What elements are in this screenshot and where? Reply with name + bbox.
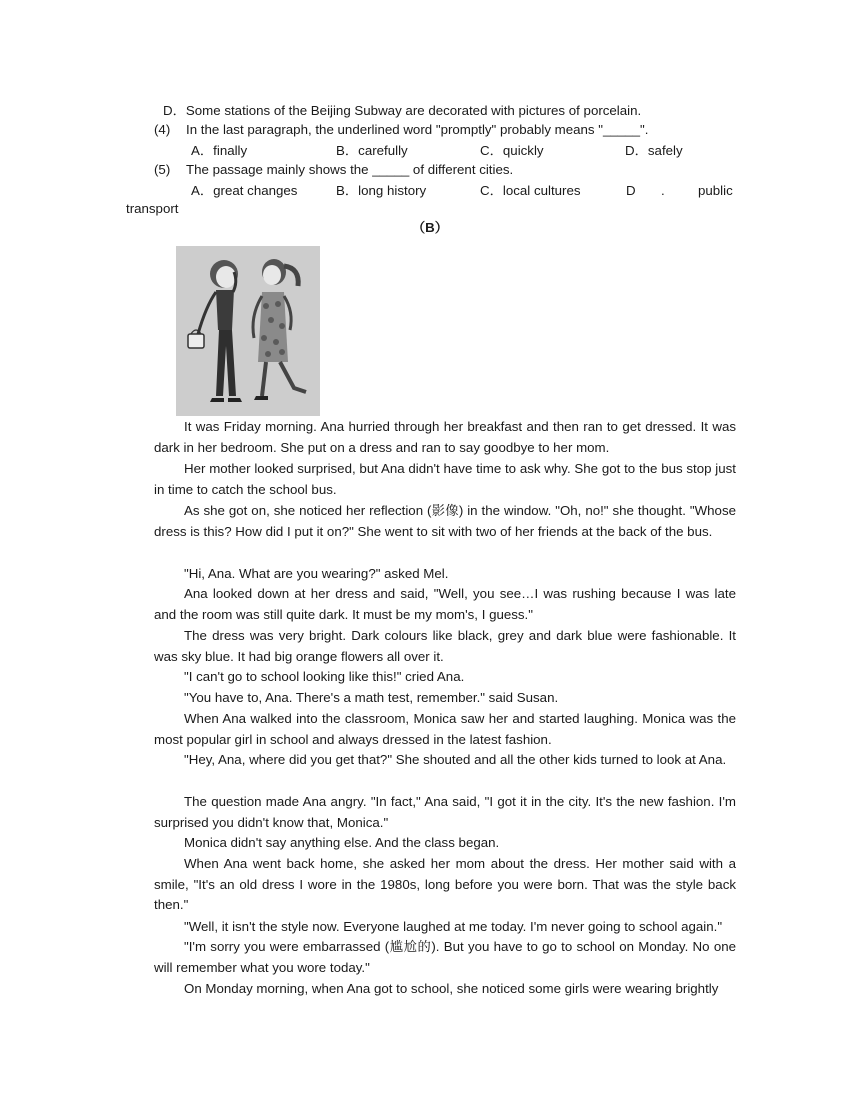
q5-option-a: A．great changes [191, 183, 298, 198]
q4-number: (4) [154, 122, 171, 137]
passage-paragraph-11: The question made Ana angry. "In fact," Ana said, "I got it in the city. It's the new fashion. I'm surprised you didn't know that, Monica." [154, 794, 736, 830]
passage-paragraph-14: "Well, it isn't the style now. Everyone laughed at me today. I'm never going to school again." [184, 919, 723, 934]
q5-option-c: C．local cultures [480, 183, 581, 198]
passage-paragraph-13: When Ana went back home, she asked her mom about the dress. Her mother said with a smile, "It's an old dress I wore in the 1980s, long before you were born. That was the style back then." [154, 856, 736, 913]
q4-option-c: C．quickly [480, 143, 544, 158]
q4-stem: In the last paragraph, the underlined word "promptly" probably means "_____". [186, 122, 649, 137]
illustration-drawing [176, 246, 320, 416]
passage-paragraph-5: Ana looked down at her dress and said, "Well, you see…I was rushing because I was late and the room was still quite dark. It must be my mom's, I guess." [154, 586, 736, 622]
passage-paragraph-15: "I'm sorry you were embarrassed (尴尬的). But you have to go to school on Monday. No one will remember what you wore today." [154, 939, 736, 975]
q5-option-d-text: public [698, 183, 733, 198]
q5-option-b: B．long history [336, 183, 427, 198]
q3-option-d: D．Some stations of the Beijing Subway are decorated with pictures of porcelain. [163, 103, 642, 118]
passage-paragraph-12: Monica didn't say anything else. And the class began. [184, 835, 500, 850]
q5-option-d-wrap: transport [126, 201, 179, 216]
q5-number: (5) [154, 162, 171, 177]
passage-paragraph-10: "Hey, Ana, where did you get that?" She shouted and all the other kids turned to look at Ana. [184, 752, 727, 767]
passage-paragraph-6: The dress was very bright. Dark colours like black, grey and dark blue were fashionable. It was sky blue. It had big orange flowers all over it. [154, 628, 736, 664]
passage-paragraph-9: When Ana walked into the classroom, Monica saw her and started laughing. Monica was the most popular girl in school and always dressed in the latest fashion. [154, 711, 736, 747]
passage-paragraph-1: It was Friday morning. Ana hurried through her breakfast and then ran to get dressed. It was dark in her bedroom. She put on a dress and ran to say goodbye to her mom. [154, 419, 736, 455]
q5-option-d-letter: D [626, 183, 636, 198]
section-title: （B） [411, 220, 449, 235]
passage-paragraph-8: "You have to, Ana. There's a math test, remember." said Susan. [184, 690, 559, 705]
passage-paragraph-7: "I can't go to school looking like this!" cried Ana. [184, 669, 465, 684]
q4-option-a: A．finally [191, 143, 248, 158]
q4-option-b: B．carefully [336, 143, 408, 158]
passage-paragraph-16: On Monday morning, when Ana got to school, she noticed some girls were wearing brightly [184, 981, 719, 996]
passage-paragraph-2: Her mother looked surprised, but Ana didn't have time to ask why. She got to the bus stop just in time to catch the school bus. [154, 461, 736, 497]
q5-stem: The passage mainly shows the _____ of different cities. [186, 162, 514, 177]
q5-option-d-dot: . [661, 183, 665, 198]
two-girls-illustration [176, 246, 320, 416]
q4-option-d: D．safely [625, 143, 683, 158]
passage-paragraph-4: "Hi, Ana. What are you wearing?" asked Mel. [184, 566, 449, 581]
passage-paragraph-3: As she got on, she noticed her reflection (影像) in the window. "Oh, no!" she thought. "Whose dress is this? How did I put it on?" She went to sit with two of her friends at the back of the bus. [154, 503, 736, 539]
